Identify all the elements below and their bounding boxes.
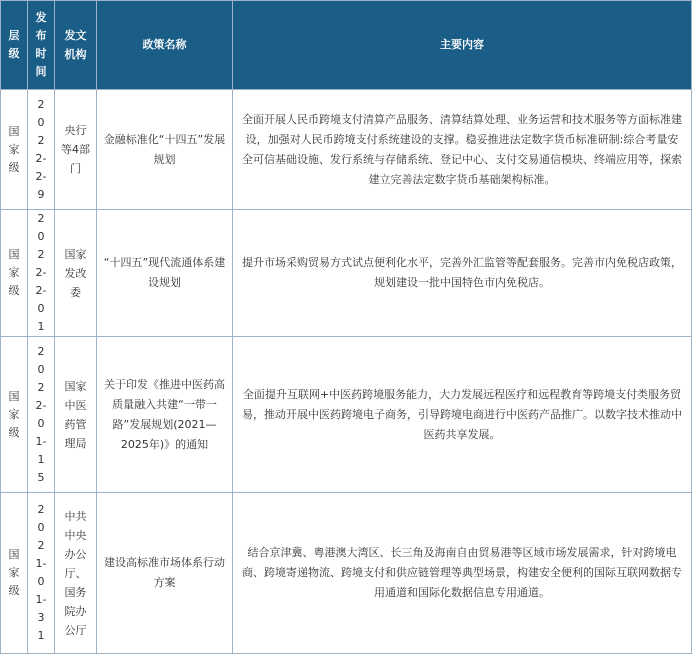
cell-policy-name: 关于印发《推进中医药高质量融入共建“一带一路”发展规划(2021—2025年)》的通知 [97,337,233,493]
cell-content: 结合京津冀、粤港澳大湾区、长三角及海南自由贸易港等区域市场发展需求，针对跨境电商、跨境寄递物流、跨境支付和供应链管理等典型场景，构建安全便利的国际互联网数据专用通道和国际化数据信息专用通道。 [233,493,692,654]
cell-issuer: 央行等4部门 [55,90,97,210]
cell-issuer: 国家发改委 [55,210,97,337]
cell-level: 国家级 [1,493,28,654]
cell-policy-name: 金融标准化“十四五”发展规划 [97,90,233,210]
header-issuer: 发文机构 [55,1,97,90]
cell-issuer: 中共中央办公厅、国务院办公厅 [55,493,97,654]
header-date: 发布时间 [28,1,55,90]
cell-policy-name: “十四五”现代流通体系建设规划 [97,210,233,337]
table-row [1,210,692,337]
header-content: 主要内容 [233,1,692,90]
cell-date: 2022-01-15 [28,337,55,493]
table-row [1,90,692,210]
cell-level: 国家级 [1,337,28,493]
cell-date: 2022-2-9 [28,90,55,210]
cell-date: 2021-01-31 [28,493,55,654]
cell-date: 2022-2-01 [28,210,55,337]
table-header-row [1,1,692,90]
cell-issuer: 国家中医药管理局 [55,337,97,493]
cell-content: 提升市场采购贸易方式试点便利化水平，完善外汇监管等配套服务。完善市内免税店政策，规划建设一批中国特色市内免税店。 [233,210,692,337]
cell-level: 国家级 [1,210,28,337]
cell-level: 国家级 [1,90,28,210]
cell-content: 全面开展人民币跨境支付清算产品服务、清算结算处理、业务运营和技术服务等方面标准建设，加强对人民币跨境支付系统建设的支撑。稳妥推进法定数字货币标准研制:综合考量安全可信基础设施、发行系统与存储系统、登记中心、支付交易通信模块、终端应用等，探索建立完善法定数字货币基础架构标准。 [233,90,692,210]
table-row [1,493,692,654]
cell-content: 全面提升互联网+中医药跨境服务能力，大力发展远程医疗和远程教育等跨境支付类服务贸易，推动开展中医药跨境电子商务，引导跨境电商进行中医药产品推广。以数字技术推动中医药共享发展。 [233,337,692,493]
table-row [1,337,692,493]
header-policy-name: 政策名称 [97,1,233,90]
header-level: 层级 [1,1,28,90]
cell-policy-name: 建设高标准市场体系行动方案 [97,493,233,654]
